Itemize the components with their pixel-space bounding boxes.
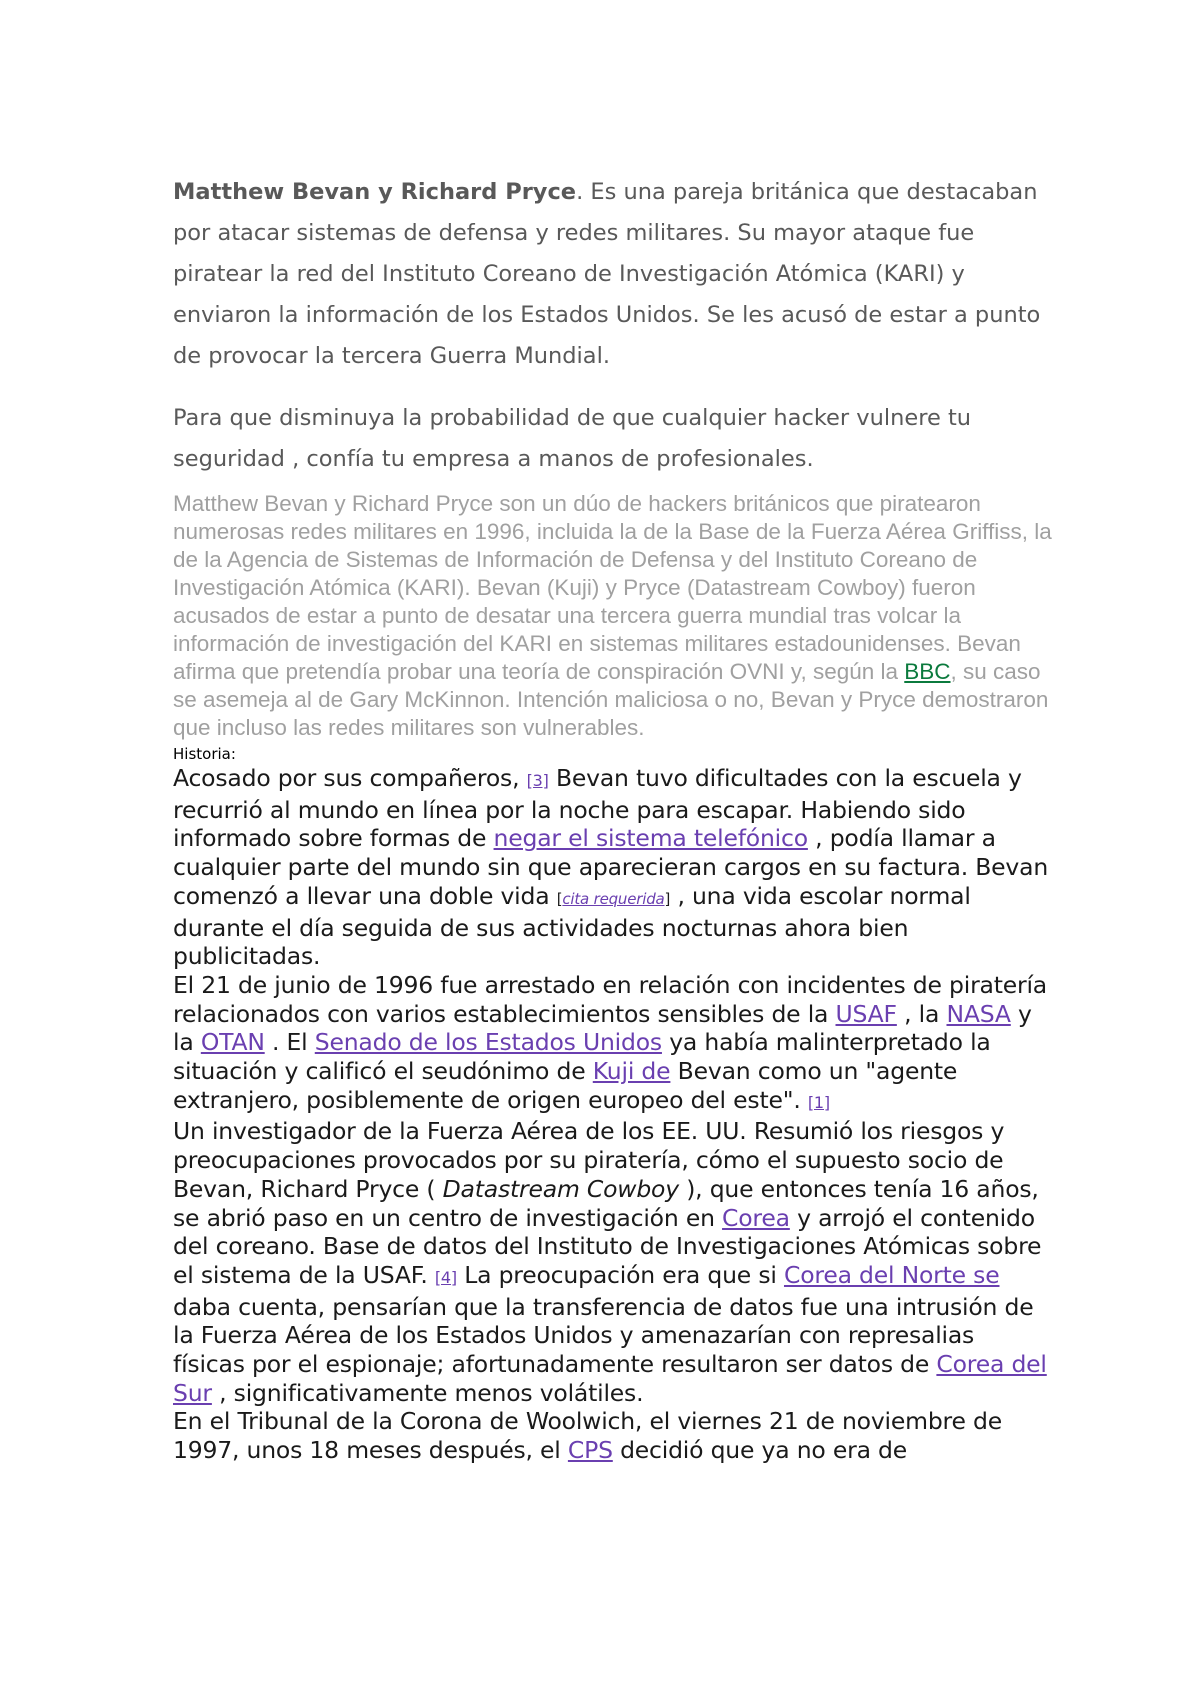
history-text: , una vida escolar normal durante el día seguida de sus actividades nocturnas ahora bien publicitadas. xyxy=(173,881,971,971)
history-text: La preocupación era que si xyxy=(456,1260,784,1289)
summary-text-before: Matthew Bevan y Richard Pryce son un dúo de hackers británicos que piratearon numerosas redes militares en 1996, incluida la de la Base de la Fuerza Aérea Griffiss, la de la Agencia de Sistemas de Información de Defensa y del Instituto Coreano de Investigación Atómica (KARI). Bevan (Kuji) y Pryce (Datastream Cowboy) fueron acusados de estar a punto de desatar una tercera guerra mundial tras volcar la información de investigación del KARI en sistemas militares estadounidenses. Bevan afirma que pretendía probar una teoría de conspiración OVNI y, según la xyxy=(173,491,1052,684)
citation-needed xyxy=(557,890,670,908)
usaf-link[interactable]: USAF xyxy=(835,999,897,1028)
history-text: ), que entonces tenía 16 años, se abrió paso en un centro de investigación en xyxy=(173,1174,1039,1232)
summary-paragraph xyxy=(173,490,1053,742)
history-text: , la xyxy=(896,999,947,1028)
cite-bracket: [ xyxy=(556,889,563,908)
history-text: Un investigador de la Fuerza Aérea de los EE. UU. Resumió los riesgos y preocupaciones provocados por su piratería, cómo el supuesto socio de Bevan, Richard Pryce ( xyxy=(173,1117,1005,1203)
history-paragraph-4 xyxy=(173,1407,1053,1464)
phone-system-link[interactable]: negar el sistema telefónico xyxy=(493,824,808,853)
history-heading: Historia: xyxy=(173,745,236,763)
history-paragraph-2 xyxy=(173,971,1053,1118)
history-text: daba cuenta, pensarían que la transferencia de datos fue una intrusión de la Fuerza Aérea de los Estados Unidos y amenazarían con represalias físicas por el espionaje; afortunadamente resultaron ser datos de xyxy=(173,1292,1034,1379)
summary-text-after: , su caso se asemeja al de Gary McKinnon. Intención maliciosa o no, Bevan y Pryce demostraron que incluso las redes militares son vulnerables. xyxy=(173,659,1049,740)
datastream-cowboy-alias: Datastream Cowboy xyxy=(442,1174,679,1203)
reference-3-link[interactable]: [3] xyxy=(526,771,549,790)
history-text: , podía llamar a cualquier parte del mundo sin que aparecieran cargos en su factura. Bevan comenzó a llevar una doble vida xyxy=(173,824,1049,910)
history-text: decidió que ya no era de xyxy=(612,1436,908,1465)
north-korea-link[interactable]: Corea del Norte se xyxy=(783,1260,1000,1289)
history-paragraph-1 xyxy=(173,764,1053,971)
history-text: y la xyxy=(173,999,1032,1057)
history-text: Bevan como un "agente extranjero, posiblemente de origen europeo del este". xyxy=(173,1057,958,1114)
history-text: En el Tribunal de la Corona de Woolwich, el viernes 21 de noviembre de 1997, unos 18 meses después, el xyxy=(173,1407,1002,1465)
history-text: ya había malinterpretado la situación y calificó el seudónimo de xyxy=(173,1028,991,1086)
otan-link[interactable]: OTAN xyxy=(200,1028,265,1057)
history-text: y arrojó el contenido del coreano. Base de datos del Instituto de Investigaciones Atómicas sobre el sistema de la USAF. xyxy=(173,1203,1042,1289)
south-korea-link[interactable]: Corea del Sur xyxy=(173,1350,1047,1407)
cite-bracket: ] xyxy=(664,889,671,908)
history-text: Bevan tuvo dificultades con la escuela y recurrió al mundo en línea por la noche para escapar. Habiendo sido informado sobre formas de xyxy=(173,764,1022,853)
history-text: . El xyxy=(264,1028,315,1057)
document-page xyxy=(173,172,1053,1465)
corea-link[interactable]: Corea xyxy=(722,1203,790,1232)
intro-paragraph xyxy=(173,172,1053,377)
reference-1-link[interactable]: [1] xyxy=(807,1092,830,1112)
reference-4-link[interactable]: [4] xyxy=(434,1267,457,1287)
promo-paragraph: Para que disminuya la probabilidad de que cualquier hacker vulnere tu seguridad , confía tu empresa a manos de profesionales. xyxy=(173,405,972,472)
history-paragraph-3 xyxy=(173,1117,1053,1407)
nasa-link[interactable]: NASA xyxy=(946,999,1011,1028)
bbc-link[interactable]: BBC xyxy=(904,659,951,684)
cps-link[interactable]: CPS xyxy=(567,1436,613,1465)
us-senate-link[interactable]: Senado de los Estados Unidos xyxy=(314,1028,662,1057)
history-text: , significativamente menos volátiles. xyxy=(211,1378,644,1407)
kuji-link[interactable]: Kuji de xyxy=(592,1057,671,1086)
intro-lead: Matthew Bevan y Richard Pryce xyxy=(173,179,577,205)
history-text: Acosado por sus compañeros, xyxy=(173,764,527,792)
history-text: El 21 de junio de 1996 fue arrestado en relación con incidentes de piratería relacionados con varios establecimientos sensibles de la xyxy=(173,970,1048,1028)
citation-needed-link[interactable]: cita requerida xyxy=(562,889,665,908)
intro-text: . Es una pareja británica que destacaban por atacar sistemas de defensa y redes militares. Su mayor ataque fue piratear la red del Instituto Coreano de Investigación Atómica (KARI) y enviaron la información de los Estados Unidos. Se les acusó de estar a punto de provocar la tercera Guerra Mundial. xyxy=(173,179,1041,369)
